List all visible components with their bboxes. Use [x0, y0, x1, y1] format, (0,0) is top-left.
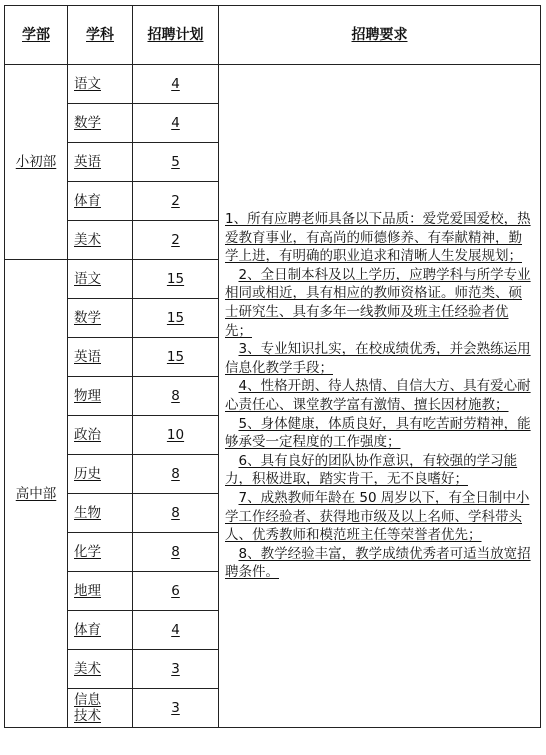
subject-cell: [68, 611, 133, 650]
plan-count: 15: [166, 349, 185, 365]
plan-count: 4: [171, 76, 180, 92]
plan-cell: [133, 377, 219, 416]
plan-count: 3: [171, 661, 180, 677]
subject-cell: [68, 260, 133, 299]
plan-cell: [133, 299, 219, 338]
header-dept: 学部: [5, 6, 68, 65]
subject-cell: [68, 416, 133, 455]
requirement-item: 7、成熟教师年龄在 50 周岁以下，有全日制中小学工作经验者、获得地市级及以上名师、学科带头人、优秀教师和模范班主任等荣誉者优先；: [225, 489, 530, 544]
plan-count: 2: [171, 193, 180, 209]
recruitment-table: [4, 5, 541, 728]
plan-cell: [133, 104, 219, 143]
subject-cell: [68, 143, 133, 182]
plan-cell: [133, 689, 219, 728]
plan-count: 10: [166, 427, 185, 443]
dept-cell: [5, 260, 68, 728]
subject-cell: [68, 377, 133, 416]
requirement-item: 3、专业知识扎实，在校成绩优秀，并会熟练运用信息化教学手段；: [225, 341, 531, 376]
plan-count: 8: [171, 544, 180, 560]
subject-cell: [68, 299, 133, 338]
plan-cell: [133, 65, 219, 104]
plan-count: 15: [166, 310, 185, 326]
plan-cell: [133, 260, 219, 299]
subject-label: 美术: [74, 661, 101, 677]
requirement-item: 8、教学经验丰富，教学成绩优秀者可适当放宽招聘条件。: [225, 545, 531, 581]
subject-cell: [68, 533, 133, 572]
plan-cell: [133, 533, 219, 572]
plan-cell: [133, 221, 219, 260]
plan-cell: [133, 572, 219, 611]
subject-cell: [68, 104, 133, 143]
subject-label: 生物: [74, 505, 101, 521]
dept-cell: [5, 65, 68, 260]
plan-count: 8: [171, 505, 180, 521]
subject-cell: [68, 650, 133, 689]
subject-label: 体育: [74, 622, 101, 638]
subject-label: 数学: [74, 115, 101, 131]
header-subject: 学科: [68, 6, 133, 65]
header-plan: 招聘计划: [133, 6, 219, 65]
subject-label: 语文: [74, 271, 101, 287]
plan-count: 3: [171, 700, 180, 716]
subject-label: 英语: [74, 349, 101, 365]
plan-cell: [133, 494, 219, 533]
plan-count: 8: [171, 466, 180, 482]
subject-cell: [68, 338, 133, 377]
plan-count: 4: [171, 622, 180, 638]
subject-label: 历史: [74, 466, 101, 482]
subject-label: 数学: [74, 310, 101, 326]
plan-cell: [133, 455, 219, 494]
plan-cell: [133, 650, 219, 689]
subject-label: 化学: [74, 544, 101, 560]
plan-count: 4: [171, 115, 180, 131]
subject-cell: [68, 572, 133, 611]
plan-cell: [133, 143, 219, 182]
header-row: [5, 6, 541, 65]
plan-count: 6: [171, 583, 180, 599]
subject-label: 物理: [74, 388, 101, 404]
requirement-item: 1、所有应聘老师具备以下品质：爱党爱国爱校，热爱教育事业，有高尚的师德修养、有奉献精神，勤学上进，有明确的职业追求和清晰人生发展规划；: [225, 211, 531, 265]
requirements-cell: [219, 65, 541, 728]
subject-cell: [68, 221, 133, 260]
plan-cell: [133, 338, 219, 377]
subject-cell: [68, 494, 133, 533]
requirement-item: 2、全日制本科及以上学历，应聘学科与所学专业相同或相近，具有相应的教师资格证。师范类、硕士研究生、具有多年一线教师及班主任经验者优先；: [225, 266, 531, 339]
subject-cell: [68, 689, 133, 728]
subject-label: 英语: [74, 154, 101, 170]
plan-count: 8: [171, 388, 180, 404]
plan-cell: [133, 611, 219, 650]
dept-label: 高中部: [15, 485, 57, 502]
subject-cell: [68, 455, 133, 494]
plan-count: 5: [171, 154, 180, 170]
subject-label: 信息技术: [74, 691, 101, 724]
subject-label: 体育: [74, 193, 101, 209]
subject-label: 美术: [74, 232, 101, 248]
plan-cell: [133, 416, 219, 455]
dept-label: 小初部: [15, 154, 57, 170]
requirement-item: 6、具有良好的团队协作意识，有较强的学习能力，积极进取，踏实肯干，无不良嗜好；: [225, 452, 518, 488]
plan-count: 2: [171, 232, 180, 248]
requirement-item: 4、性格开朗、待人热情、自信大方、具有爱心耐心责任心、课堂教学富有激情、擅长因材施教；: [225, 378, 531, 413]
requirement-item: 5、身体健康，体质良好，具有吃苦耐劳精神，能够承受一定程度的工作强度；: [225, 415, 531, 451]
subject-label: 地理: [74, 583, 101, 599]
plan-cell: [133, 182, 219, 221]
header-requirements: 招聘要求: [219, 6, 541, 65]
subject-label: 语文: [74, 76, 101, 92]
subject-cell: [68, 65, 133, 104]
plan-count: 15: [166, 271, 185, 287]
table-row: [5, 65, 541, 104]
subject-label: 政治: [74, 427, 101, 443]
subject-cell: [68, 182, 133, 221]
